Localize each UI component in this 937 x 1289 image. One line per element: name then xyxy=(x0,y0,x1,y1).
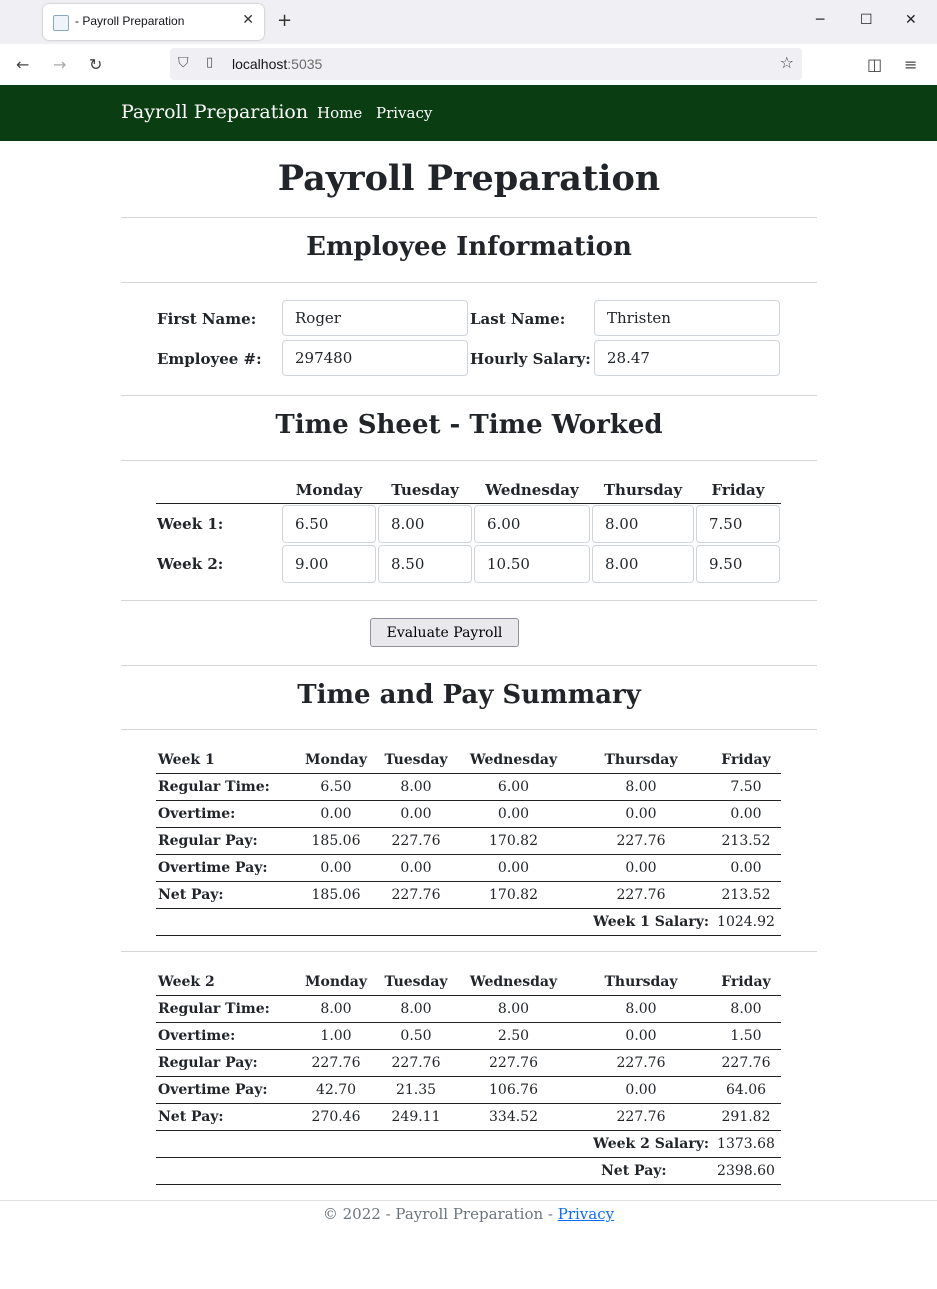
table-cell: 227.76 xyxy=(571,1050,711,1077)
employee-section-title: Employee Information xyxy=(306,232,632,262)
summary-day-header: Thursday xyxy=(571,969,711,996)
table-cell: 42.70 xyxy=(296,1077,376,1104)
table-cell: 227.76 xyxy=(571,828,711,855)
reload-icon[interactable]: ↻ xyxy=(89,55,103,74)
net-pay-label: Net Pay: xyxy=(571,1158,711,1185)
table-cell: 334.52 xyxy=(456,1104,571,1131)
week1-salary-value: 1024.92 xyxy=(711,909,781,936)
table-cell: 227.76 xyxy=(376,828,456,855)
week2-thursday-input[interactable] xyxy=(592,545,694,583)
week2-monday-input[interactable] xyxy=(282,545,376,583)
divider xyxy=(121,729,817,730)
menu-icon[interactable]: ≡ xyxy=(904,55,918,74)
week1-monday-input[interactable] xyxy=(282,505,376,543)
table-cell: 8.00 xyxy=(571,774,711,801)
table-cell: 249.11 xyxy=(376,1104,456,1131)
table-row xyxy=(156,1050,781,1077)
pocket-icon[interactable]: ◫ xyxy=(867,55,883,74)
row-label: Overtime: xyxy=(156,1023,296,1050)
table-cell: 227.76 xyxy=(376,882,456,909)
page-icon xyxy=(53,15,69,31)
browser-tab-bar xyxy=(0,0,937,45)
week1-wednesday-input[interactable] xyxy=(474,505,590,543)
day-header-tuesday: Tuesday xyxy=(391,481,459,499)
first-name-input[interactable] xyxy=(282,300,468,336)
table-row xyxy=(156,801,781,828)
week1-thursday-input[interactable] xyxy=(592,505,694,543)
table-cell: 0.00 xyxy=(571,855,711,882)
timesheet-section-title: Time Sheet - Time Worked xyxy=(275,410,663,440)
browser-tab[interactable] xyxy=(43,4,264,40)
table-cell: 0.00 xyxy=(571,801,711,828)
table-cell: 291.82 xyxy=(711,1104,781,1131)
table-cell: 170.82 xyxy=(456,828,571,855)
week1-salary-label: Week 1 Salary: xyxy=(156,909,711,936)
week2-salary-label: Week 2 Salary: xyxy=(156,1131,711,1158)
table-cell: 0.00 xyxy=(711,855,781,882)
summary-day-header: Wednesday xyxy=(456,747,571,774)
table-cell: 8.00 xyxy=(296,996,376,1023)
table-cell: 270.46 xyxy=(296,1104,376,1131)
close-tab-icon[interactable]: ✕ xyxy=(242,12,254,28)
summary-day-header: Friday xyxy=(711,969,781,996)
divider xyxy=(121,282,817,283)
row-label: Overtime: xyxy=(156,801,296,828)
page-info-icon[interactable]: ▯ xyxy=(206,55,214,70)
summary-day-header: Friday xyxy=(711,747,781,774)
table-cell: 2.50 xyxy=(456,1023,571,1050)
table-cell: 8.00 xyxy=(711,996,781,1023)
timesheet-header-rule xyxy=(156,503,781,504)
week2-summary-table xyxy=(156,969,781,1185)
net-pay-value: 2398.60 xyxy=(711,1158,781,1185)
table-cell: 8.00 xyxy=(376,996,456,1023)
table-row xyxy=(156,855,781,882)
week2-tuesday-input[interactable] xyxy=(378,545,472,583)
table-cell: 213.52 xyxy=(711,828,781,855)
summary-day-header: Monday xyxy=(296,747,376,774)
week2-friday-input[interactable] xyxy=(696,545,780,583)
divider xyxy=(121,600,817,601)
table-cell: 0.00 xyxy=(456,801,571,828)
back-icon[interactable]: ← xyxy=(16,55,30,74)
table-cell: 227.76 xyxy=(376,1050,456,1077)
footer-privacy-link[interactable]: Privacy xyxy=(557,1205,615,1223)
table-cell: 0.00 xyxy=(571,1077,711,1104)
week2-label: Week 2: xyxy=(157,555,224,573)
table-cell: 8.00 xyxy=(376,774,456,801)
summary-day-header: Tuesday xyxy=(376,969,456,996)
table-cell: 1.00 xyxy=(296,1023,376,1050)
footer xyxy=(0,1200,937,1241)
forward-icon[interactable]: → xyxy=(53,55,67,74)
table-cell: 106.76 xyxy=(456,1077,571,1104)
tab-title: - Payroll Preparation xyxy=(75,14,185,28)
week2-salary-value: 1373.68 xyxy=(711,1131,781,1158)
employee-number-input[interactable] xyxy=(282,340,468,376)
maximize-icon[interactable]: ☐ xyxy=(860,12,873,28)
shield-icon[interactable]: ⛉ xyxy=(178,55,189,71)
table-cell: 170.82 xyxy=(456,882,571,909)
day-header-monday: Monday xyxy=(295,481,363,499)
table-cell: 227.76 xyxy=(456,1050,571,1077)
week1-label: Week 1: xyxy=(157,515,224,533)
table-row xyxy=(156,1104,781,1131)
bookmark-star-icon[interactable]: ☆ xyxy=(779,53,794,72)
row-label: Net Pay: xyxy=(156,1104,296,1131)
employee-number-label: Employee #: xyxy=(157,350,262,368)
week1-summary-table xyxy=(156,747,781,936)
page-title: Payroll Preparation xyxy=(277,158,661,199)
table-cell: 0.00 xyxy=(456,855,571,882)
day-header-thursday: Thursday xyxy=(603,481,683,499)
summary-section-title: Time and Pay Summary xyxy=(297,680,641,710)
nav-privacy-link[interactable]: Privacy xyxy=(376,104,433,122)
row-label: Regular Time: xyxy=(156,774,296,801)
divider xyxy=(121,395,817,396)
url-text[interactable]: localhost:5035 xyxy=(232,56,323,72)
footer-text: © 2022 - Payroll Preparation - Privacy xyxy=(322,1205,615,1223)
table-row xyxy=(156,996,781,1023)
row-label: Regular Time: xyxy=(156,996,296,1023)
table-cell: 227.76 xyxy=(296,1050,376,1077)
table-cell: 0.00 xyxy=(296,855,376,882)
last-name-input[interactable] xyxy=(594,300,780,336)
table-row xyxy=(156,828,781,855)
row-label: Overtime Pay: xyxy=(156,1077,296,1104)
row-label: Regular Pay: xyxy=(156,1050,296,1077)
table-row xyxy=(156,1023,781,1050)
day-header-wednesday: Wednesday xyxy=(485,481,579,499)
divider xyxy=(121,951,817,952)
table-cell: 21.35 xyxy=(376,1077,456,1104)
main-content xyxy=(121,141,817,217)
table-cell: 213.52 xyxy=(711,882,781,909)
table-cell: 0.00 xyxy=(711,801,781,828)
summary-day-header: Tuesday xyxy=(376,747,456,774)
salary-row xyxy=(156,1131,781,1158)
url-bar[interactable] xyxy=(170,48,802,80)
row-label: Overtime Pay: xyxy=(156,855,296,882)
table-cell: 0.00 xyxy=(296,801,376,828)
table-cell: 7.50 xyxy=(711,774,781,801)
week1-summary-heading: Week 1 xyxy=(156,747,296,774)
week2-summary-heading: Week 2 xyxy=(156,969,296,996)
table-cell: 227.76 xyxy=(571,1104,711,1131)
summary-day-header: Monday xyxy=(296,969,376,996)
net-pay-row xyxy=(156,1158,781,1185)
table-cell: 64.06 xyxy=(711,1077,781,1104)
row-label: Net Pay: xyxy=(156,882,296,909)
table-cell: 0.00 xyxy=(571,1023,711,1050)
table-cell: 1.50 xyxy=(711,1023,781,1050)
last-name-label: Last Name: xyxy=(470,310,566,328)
table-row xyxy=(156,1077,781,1104)
navbar-brand[interactable]: Payroll Preparation xyxy=(121,101,309,123)
day-header-friday: Friday xyxy=(711,481,765,499)
table-cell: 0.50 xyxy=(376,1023,456,1050)
salary-row xyxy=(156,909,781,936)
table-cell: 0.00 xyxy=(376,801,456,828)
week1-friday-input[interactable] xyxy=(696,505,780,543)
table-cell: 8.00 xyxy=(571,996,711,1023)
week1-tuesday-input[interactable] xyxy=(378,505,472,543)
table-cell: 227.76 xyxy=(571,882,711,909)
table-row xyxy=(156,774,781,801)
divider xyxy=(121,460,817,461)
divider xyxy=(121,665,817,666)
week2-wednesday-input[interactable] xyxy=(474,545,590,583)
minimize-icon[interactable]: ─ xyxy=(816,12,825,28)
nav-home-link[interactable]: Home xyxy=(317,104,363,122)
table-cell: 0.00 xyxy=(376,855,456,882)
app-navbar xyxy=(0,85,937,141)
first-name-label: First Name: xyxy=(157,310,257,328)
hourly-salary-label: Hourly Salary: xyxy=(470,350,591,368)
table-cell: 6.50 xyxy=(296,774,376,801)
divider xyxy=(121,217,817,218)
summary-day-header: Thursday xyxy=(571,747,711,774)
table-cell: 185.06 xyxy=(296,882,376,909)
new-tab-icon[interactable]: + xyxy=(277,10,293,31)
window-close-icon[interactable]: ✕ xyxy=(905,12,917,28)
table-cell: 185.06 xyxy=(296,828,376,855)
hourly-salary-input[interactable] xyxy=(594,340,780,376)
summary-day-header: Wednesday xyxy=(456,969,571,996)
table-cell: 8.00 xyxy=(456,996,571,1023)
table-cell: 6.00 xyxy=(456,774,571,801)
evaluate-payroll-button[interactable]: Evaluate Payroll xyxy=(370,618,519,647)
table-row xyxy=(156,882,781,909)
row-label: Regular Pay: xyxy=(156,828,296,855)
table-cell: 227.76 xyxy=(711,1050,781,1077)
